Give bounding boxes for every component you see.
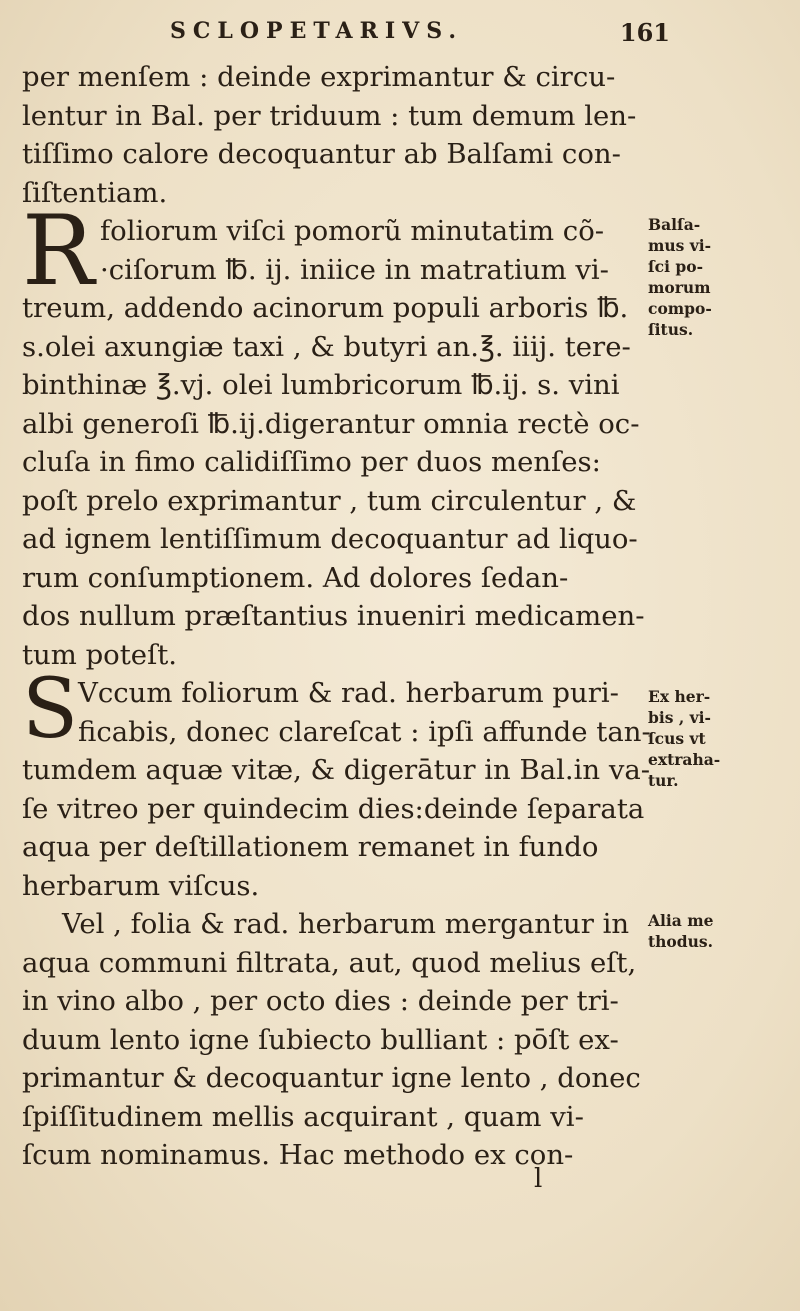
text-line: aqua communi filtrata, aut, quod melius eſt, [22, 946, 637, 979]
drop-cap-s: S [22, 662, 79, 757]
text-line: ſiſtentiam. [22, 176, 168, 209]
text-line: s.olei axungiæ taxi , & butyri an.℥. iiij. tere- [22, 330, 631, 363]
text-line: per menſem : deinde exprimantur & circu- [22, 61, 616, 93]
text-line: ad ignem lentiſſimum decoquantur ad liquo- [22, 523, 638, 555]
margin-note-line: thodus. [648, 932, 713, 951]
margin-note-line: bis , vi- [648, 708, 711, 727]
text-line: tiſſimo calore decoquantur ab Balſami con- [22, 138, 621, 170]
margin-note-line: extraha- [648, 750, 721, 769]
text-line: primantur & decoquantur igne lento , donec [22, 1062, 641, 1094]
catchword: l [534, 1164, 543, 1194]
text-line: ſcum nominamus. Hac methodo ex con- [22, 1139, 574, 1171]
text-line: duum lento igne ſubiecto bulliant : pōſt ex- [22, 1023, 619, 1056]
text-line: ficabis, donec clareſcat : ipſi affunde tan- [78, 715, 651, 748]
drop-cap-r: R [22, 195, 95, 307]
text-line: dos nullum præſtantius inueniri medicamen- [22, 600, 645, 632]
text-line: ſpiſſitudinem mellis acquirant , quam vi- [22, 1100, 584, 1133]
text-line: poſt prelo exprimantur , tum circulentur , & [22, 484, 637, 517]
text-line: Vccum foliorum & rad. herbarum puri- [78, 677, 619, 709]
text-line: ·ciſorum ℔. ij. iniice in matratium vi- [100, 253, 609, 286]
margin-note-line: Ex her- [648, 687, 711, 706]
text-line: lentur in Bal. per triduum : tum demum len- [22, 99, 637, 132]
margin-note-method [648, 910, 798, 952]
main-text-block [22, 58, 651, 1175]
text-line: binthinæ ℥.vj. olei lumbricorum ℔.ij. s. vini [22, 369, 620, 401]
text-line: albi generoſi ℔.ij.digerantur omnia rectè oc- [22, 407, 640, 440]
text-line: rum conſumptionem. Ad dolores ſedan- [22, 561, 569, 594]
paragraph-alternate-method [22, 905, 640, 1175]
margin-note-extraction [648, 686, 798, 791]
text-line: cluſa in fimo calidiſſimo per duos menſes: [22, 446, 601, 478]
page-number: 161 [619, 18, 670, 47]
margin-note-balsam [648, 214, 798, 340]
running-title: SCLOPETARIVS. [170, 18, 463, 44]
text-line: treum, addendo acinorum populi arboris ℔. [22, 292, 629, 324]
margin-note-line: mus vi- [648, 236, 712, 255]
margin-note-line: Balſa- [648, 215, 701, 234]
margin-note-line: ſci po- [648, 257, 703, 276]
text-line: foliorum viſci pomorũ minutatim cõ- [100, 215, 605, 247]
text-line: herbarum viſcus. [22, 869, 260, 902]
margin-note-line: Alia me [648, 911, 714, 930]
margin-note-line: ſcus vt [648, 729, 706, 748]
margin-note-line: compo- [648, 299, 712, 318]
margin-note-line: ſitus. [648, 320, 694, 339]
margin-note-line: morum [648, 278, 711, 297]
text-line: aqua per deſtillationem remanet in fundo [22, 831, 599, 863]
text-line: Vel , folia & rad. herbarum mergantur in [62, 908, 630, 940]
text-line: tumdem aquæ vitæ, & digerātur in Bal.in va- [22, 754, 651, 786]
text-line: tum poteſt. [22, 638, 178, 671]
page-header [170, 18, 670, 52]
text-line: in vino albo , per octo dies : deinde per tri- [22, 985, 619, 1017]
paragraph-balsam-recipe [22, 195, 645, 674]
paragraph-viscus-extraction [22, 662, 651, 905]
margin-note-line: tur. [648, 771, 679, 790]
text-line: ſe vitreo per quindecim dies:deinde ſeparata [22, 792, 645, 825]
